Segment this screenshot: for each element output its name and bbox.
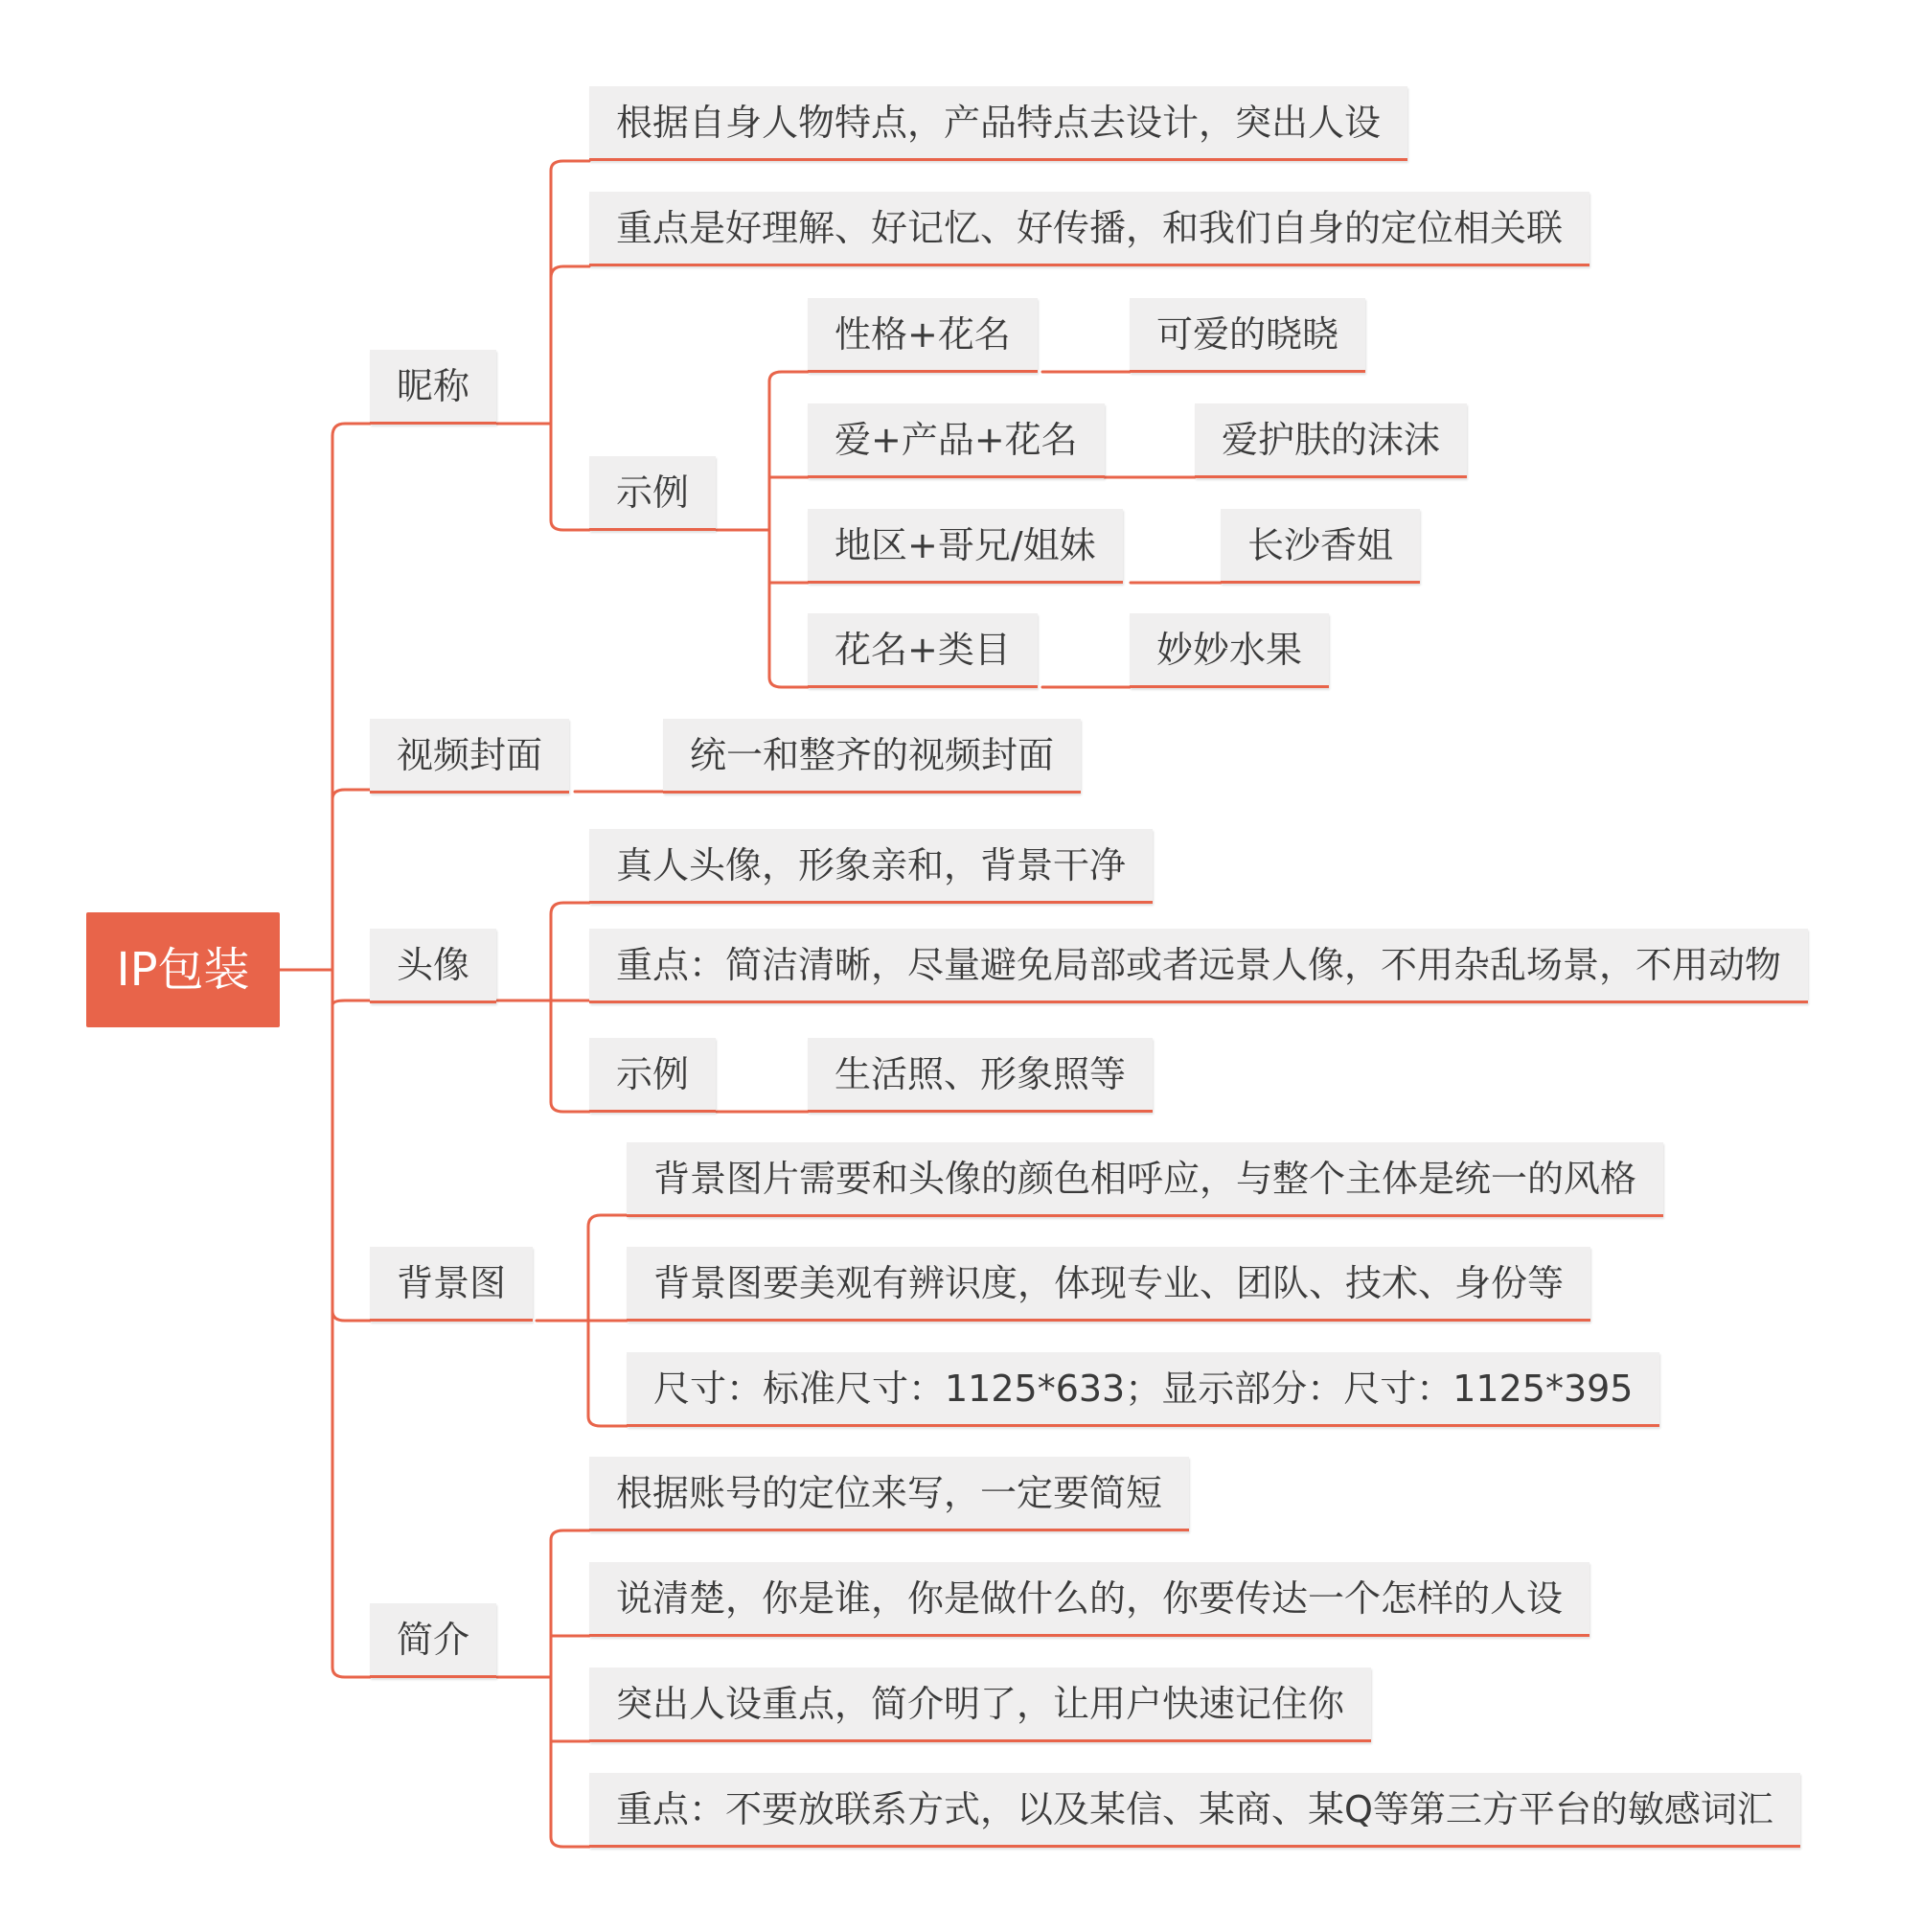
topic-avatar[interactable]: 头像 bbox=[370, 929, 496, 1003]
nickname-desc-1[interactable]: 根据自身人物特点，产品特点去设计，突出人设 bbox=[589, 86, 1407, 161]
topic-intro[interactable]: 简介 bbox=[370, 1603, 496, 1678]
intro-item-1[interactable]: 根据账号的定位来写，一定要简短 bbox=[589, 1457, 1189, 1531]
nickname-desc-2[interactable]: 重点是好理解、好记忆、好传播，和我们自身的定位相关联 bbox=[589, 192, 1589, 266]
avatar-example[interactable]: 生活照、形象照等 bbox=[808, 1038, 1153, 1113]
nickname-example-label[interactable]: 示例 bbox=[589, 456, 716, 531]
nickname-example-sample-3[interactable]: 长沙香姐 bbox=[1221, 509, 1420, 584]
background-item-1[interactable]: 背景图片需要和头像的颜色相呼应，与整个主体是统一的风格 bbox=[627, 1142, 1663, 1217]
nickname-example-sample-4[interactable]: 妙妙水果 bbox=[1130, 613, 1329, 688]
nickname-example-pattern-4[interactable]: 花名+类目 bbox=[808, 613, 1038, 688]
nickname-example-pattern-2[interactable]: 爱+产品+花名 bbox=[808, 403, 1105, 478]
nickname-example-sample-2[interactable]: 爱护肤的沫沫 bbox=[1195, 403, 1467, 478]
video-cover-desc[interactable]: 统一和整齐的视频封面 bbox=[663, 719, 1081, 794]
avatar-desc-2[interactable]: 重点：简洁清晰，尽量避免局部或者远景人像，不用杂乱场景，不用动物 bbox=[589, 929, 1808, 1003]
avatar-desc-1[interactable]: 真人头像，形象亲和，背景干净 bbox=[589, 829, 1153, 904]
intro-item-2[interactable]: 说清楚，你是谁，你是做什么的，你要传达一个怎样的人设 bbox=[589, 1562, 1589, 1637]
nickname-example-pattern-3[interactable]: 地区+哥兄/姐妹 bbox=[808, 509, 1123, 584]
topic-video-cover[interactable]: 视频封面 bbox=[370, 719, 569, 794]
avatar-example-label[interactable]: 示例 bbox=[589, 1038, 716, 1113]
root-topic[interactable]: IP包装 bbox=[86, 912, 280, 1027]
intro-item-3[interactable]: 突出人设重点，简介明了，让用户快速记住你 bbox=[589, 1668, 1371, 1742]
background-item-2[interactable]: 背景图要美观有辨识度，体现专业、团队、技术、身份等 bbox=[627, 1247, 1590, 1322]
background-item-3[interactable]: 尺寸：标准尺寸：1125*633；显示部分：尺寸：1125*395 bbox=[627, 1352, 1659, 1427]
topic-background[interactable]: 背景图 bbox=[370, 1247, 533, 1322]
nickname-example-sample-1[interactable]: 可爱的晓晓 bbox=[1130, 298, 1365, 373]
nickname-example-pattern-1[interactable]: 性格+花名 bbox=[808, 298, 1038, 373]
intro-item-4[interactable]: 重点：不要放联系方式，以及某信、某商、某Q等第三方平台的敏感词汇 bbox=[589, 1773, 1800, 1848]
topic-nickname[interactable]: 昵称 bbox=[370, 350, 496, 425]
